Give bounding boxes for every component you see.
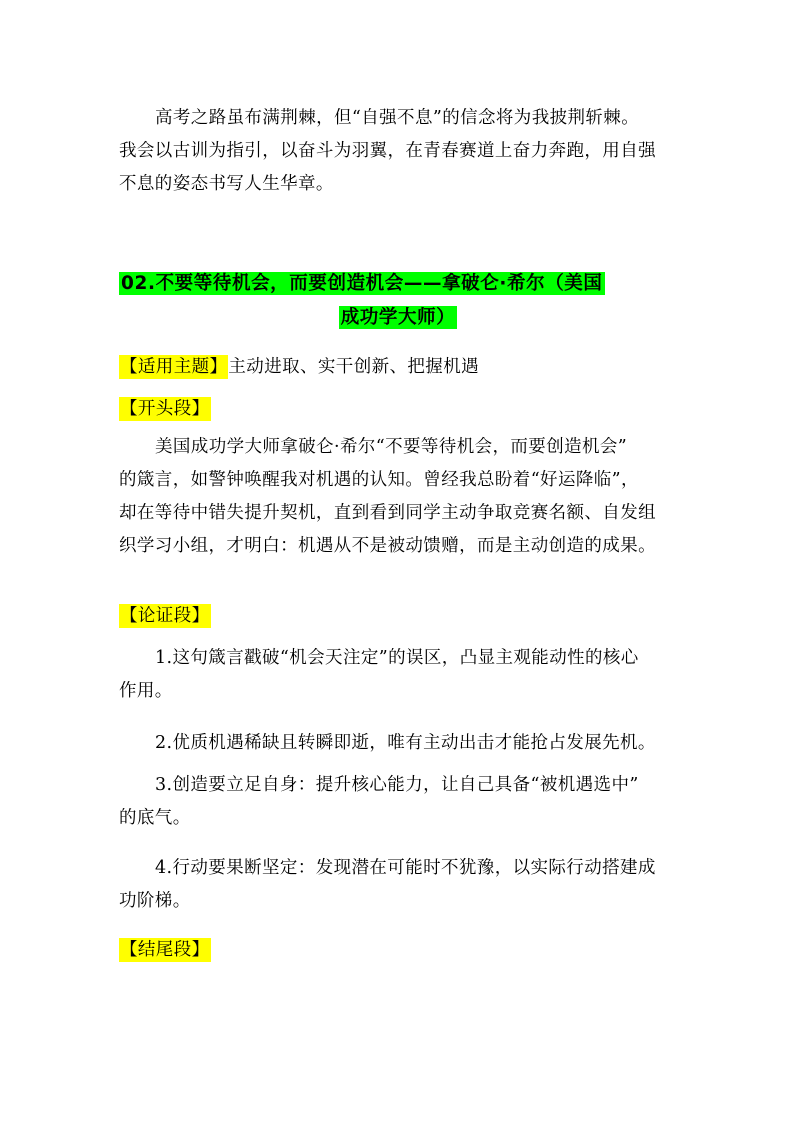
- text-line: 2.优质机遇稀缺且转瞬即逝，唯有主动出击才能抢占发展先机。: [155, 733, 656, 753]
- theme-row: [119, 352, 479, 382]
- opening-tag-row: [119, 394, 211, 424]
- text-line: 高考之路虽布满荆棘，但“自强不息”的信念将为我披荆斩棘。: [155, 108, 640, 128]
- argument-tag: 【论证段】: [120, 606, 210, 626]
- ending-tag: 【结尾段】: [120, 940, 210, 960]
- section-title: [119, 268, 677, 334]
- argument-point-4: [119, 852, 677, 918]
- intro-paragraph: [119, 102, 677, 201]
- text-line: 却在等待中错失提升契机，直到看到同学主动争取竞赛名额、自发组: [119, 503, 656, 523]
- section-title-line-1: 02.不要等待机会，而要创造机会——拿破仑·希尔（美国: [121, 273, 603, 294]
- opening-paragraph: [119, 431, 677, 563]
- text-line: 1.这句箴言戳破“机会天注定”的误区，凸显主观能动性的核心: [155, 648, 639, 668]
- text-line: 功阶梯。: [119, 891, 191, 911]
- text-line: 的箴言，如警钟唤醒我对机遇的认知。曾经我总盼着“好运降临”，: [119, 470, 639, 490]
- argument-tag-row: [119, 601, 211, 631]
- text-line: 4.行动要果断坚定：发现潜在可能时不犹豫，以实际行动搭建成: [155, 858, 656, 878]
- text-line: 的底气。: [119, 808, 191, 828]
- text-line: 织学习小组，才明白：机遇从不是被动馈赠，而是主动创造的成果。: [119, 536, 656, 556]
- text-line: 美国成功学大师拿破仑·希尔“不要等待机会，而要创造机会”: [155, 437, 628, 457]
- theme-tag: 【适用主题】: [120, 357, 228, 377]
- text-line: 作用。: [119, 681, 173, 701]
- argument-point-2: [119, 727, 677, 760]
- argument-point-3: [119, 769, 677, 835]
- opening-tag: 【开头段】: [120, 399, 210, 419]
- text-line: 不息的姿态书写人生华章。: [119, 174, 334, 194]
- text-line: 3.创造要立足自身：提升核心能力，让自己具备“被机遇选中”: [155, 775, 639, 795]
- text-line: 我会以古训为指引，以奋斗为羽翼，在青春赛道上奋力奔跑，用自强: [119, 141, 656, 161]
- ending-tag-row: [119, 935, 211, 965]
- theme-text: 主动进取、实干创新、把握机遇: [228, 357, 480, 377]
- argument-point-1: [119, 642, 677, 708]
- section-title-line-2: 成功学大师）: [340, 307, 456, 328]
